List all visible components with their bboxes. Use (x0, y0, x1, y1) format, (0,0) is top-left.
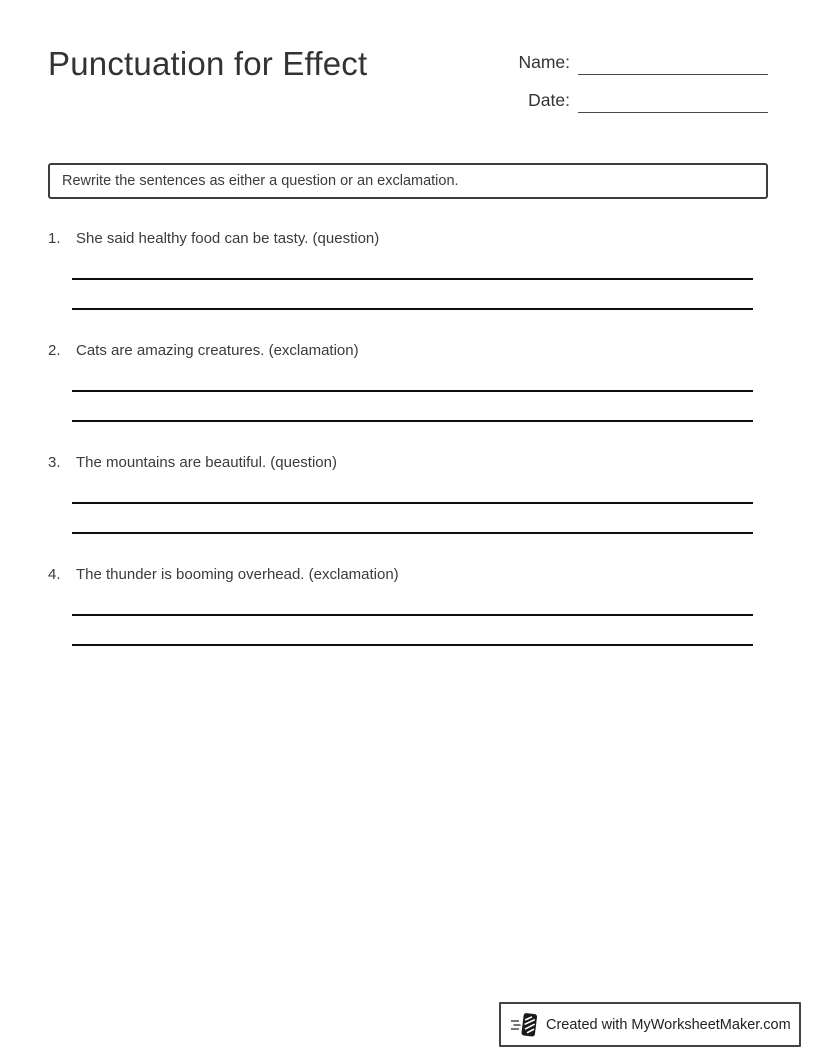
name-row (518, 50, 768, 75)
question-item-4 (0, 565, 816, 646)
question-text: She said healthy food can be tasty. (question) (76, 230, 380, 247)
question-number: 4. (48, 566, 61, 583)
question-text: Cats are amazing creatures. (exclamation) (76, 342, 359, 359)
answer-line (72, 390, 753, 392)
question-number: 3. (48, 454, 61, 471)
question-row (0, 565, 816, 585)
name-date-block (518, 50, 768, 126)
instructions-box (48, 163, 768, 199)
page-title: Punctuation for Effect (48, 45, 368, 82)
flying-worksheet-icon (511, 1010, 539, 1040)
question-row (0, 229, 816, 249)
question-item-3 (0, 453, 816, 534)
answer-line (72, 614, 753, 616)
question-item-1 (0, 229, 816, 310)
question-text: The mountains are beautiful. (question) (76, 454, 337, 471)
answer-line (72, 420, 753, 422)
date-fill-line (578, 88, 768, 113)
question-list (0, 229, 816, 646)
question-text: The thunder is booming overhead. (exclamation) (76, 566, 399, 583)
instructions-text: Rewrite the sentences as either a question or an exclamation. (62, 173, 459, 189)
question-item-2 (0, 341, 816, 422)
name-label: Name: (518, 52, 570, 72)
answer-line (72, 502, 753, 504)
question-row (0, 341, 816, 361)
answer-line (72, 278, 753, 280)
date-row (518, 88, 768, 113)
answer-line (72, 644, 753, 646)
answer-line (72, 532, 753, 534)
worksheet-header (0, 0, 816, 130)
credit-text: Created with MyWorksheetMaker.com (546, 1016, 791, 1033)
answer-line (72, 308, 753, 310)
date-label: Date: (528, 90, 570, 110)
name-fill-line (578, 50, 768, 75)
question-number: 1. (48, 230, 61, 247)
question-row (0, 453, 816, 473)
worksheet-maker-credit-badge[interactable] (499, 1002, 801, 1047)
question-number: 2. (48, 342, 61, 359)
